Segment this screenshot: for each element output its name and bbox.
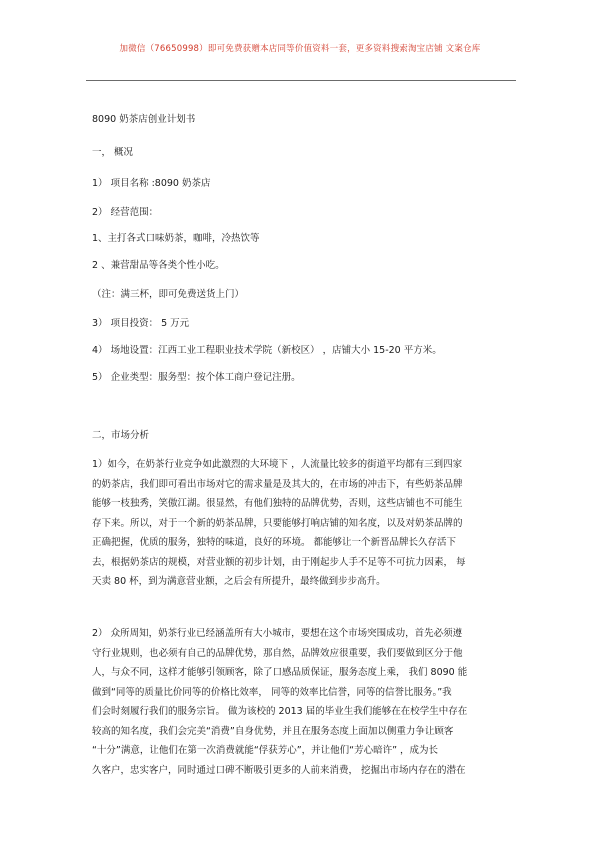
paragraph-line: 正确把握，优质的服务，独特的味道，良好的环境。 都能够让一个新晋品牌长久存活下 <box>92 537 457 548</box>
paragraph-line: 做到“同等的质量比价同等的价格比效率， 同等的效率比信誉，同等的信誉比服务。”我 <box>92 686 452 698</box>
paragraph-line: “十分”满意，让他们在第一次消费就能“俘获芳心”，并让他们“芳心暗许” ，成为长 <box>92 745 439 756</box>
paragraph-line: 们会时刻履行我们的服务宗旨。 做为该校的 2013 届的毕业生我们能够在在校学生中存在 <box>92 706 468 717</box>
paragraph-line: 去，根据奶茶店的规模，对营业额的初步计划，由于刚起步人手不足等不可抗力因素， 每 <box>92 556 466 568</box>
section-heading-market: 二，市场分析 <box>92 430 150 441</box>
document-title: 8090 奶茶店创业计划书 <box>92 114 196 125</box>
paragraph-line: 2） 众所周知，奶茶行业已经涵盖所有大小城市，要想在这个市场突围成功，首先必须遵 <box>92 628 463 639</box>
item-business-scope: 2） 经营范围： <box>92 207 159 218</box>
item-location: 4） 场地设置：江西工业工程职业技术学院（新校区） ，店铺大小 15-20 平方米。 <box>92 345 442 356</box>
item-project-name: 1） 项目名称 :8090 奶茶店 <box>92 178 211 189</box>
paragraph-line: 天卖 80 杯，到为满意营业额，之后会有所提升，最终做到步步高升。 <box>92 576 386 587</box>
paragraph-line: 能够一枝独秀，笑傲江湖。很显然，有他们独特的品牌优势，否则，这些店铺也不可能生 <box>92 498 463 509</box>
item-company-type: 5） 企业类型：服务型：按个体工商户登记注册。 <box>92 372 301 383</box>
paragraph-line: 存下来。所以，对于一个新的奶茶品牌，只要能够打响店铺的知名度，以及对奶茶品牌的 <box>92 517 463 529</box>
scope-line-2: 2 、兼营甜品等各类个性小吃。 <box>92 260 225 271</box>
paragraph-line: 守行业规则，也必须有自己的品牌优势，那自然，品牌效应很重要，我们要做到区分于他 <box>92 647 463 659</box>
section-heading-overview: 一， 概况 <box>92 147 134 158</box>
header-promo-note: 加微信（76650998）即可免费获赠本店同等价值资料一套，更多资料搜索淘宝店铺 文案仓库 <box>119 44 481 54</box>
scope-line-1: 1、主打各式口味奶茶，咖啡，冷热饮等 <box>92 233 260 244</box>
paragraph-line: 1）如今，在奶茶行业竞争如此激烈的大环境下 ，人流量比较多的街道平均都有三到四家 <box>92 459 463 470</box>
paragraph-line: 较高的知名度，我们会完美“消费”自身优势，并且在服务态度上面加以侧重力争让顾客 <box>92 725 454 737</box>
paragraph-line: 久客户，忠实客户，同时通过口碑不断吸引更多的人前来消费， 挖掘出市场内存在的潜在 <box>92 764 466 776</box>
item-investment: 3） 项目投资： 5 万元 <box>92 318 190 329</box>
paragraph-market-1 <box>92 455 514 592</box>
paragraph-market-2 <box>92 624 514 780</box>
paragraph-line: 的奶茶店，我们即可看出市场对它的需求量是及其大的，在市场的冲击下，有些奶茶品牌 <box>92 478 463 490</box>
header-divider <box>86 80 516 81</box>
delivery-note: （注：满三杯，即可免费送货上门） <box>92 289 245 300</box>
paragraph-line: 人，与众不同，这样才能够引领顾客，除了口感品质保证，服务态度上乘， 我们 8090 能 <box>92 667 468 678</box>
